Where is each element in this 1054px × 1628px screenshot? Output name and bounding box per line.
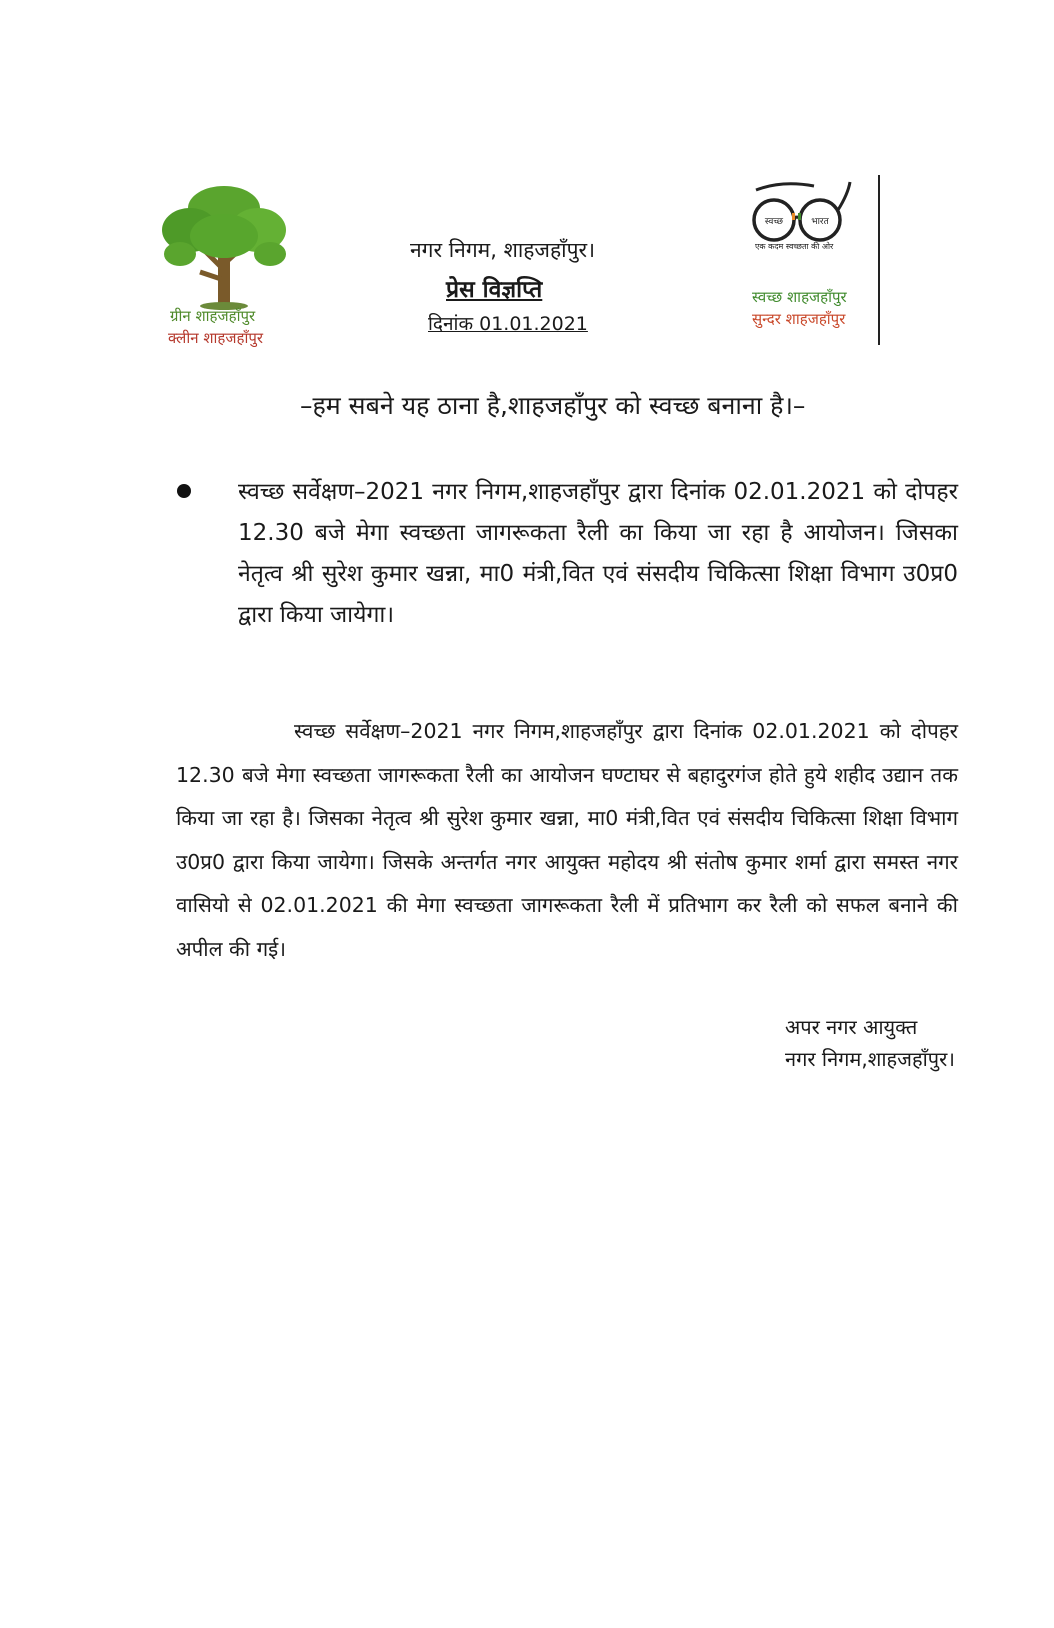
body-paragraph: स्वच्छ सर्वेक्षण–2021 नगर निगम,शाहजहाँपुर द्वारा दिनांक 02.01.2021 को दोपहर 12.30 बजे मेगा स्वच्छता जागरूकता रैली का आयोजन घण्टाघर से बहादुरगंज होते हुये शहीद उद्यान तक किया जा रहा है। जिसका नेतृत्व श्री सुरेश कुमार खन्ना, मा0 मंत्री,वित एवं संसदीय चिकित्सा शिक्षा विभाग उ0प्र0 द्वारा किया जायेगा। जिसके अन्तर्गत नगर आयुक्त महोदय श्री संतोष कुमार शर्मा द्वारा समस्त नगर वासियो से 02.01.2021 की मेगा स्वच्छता जागरूकता रैली में प्रतिभाग कर रैली को सफल बनाने की अपील की गई। xyxy=(176,719,958,961)
release-date: दिनांक 01.01.2021 xyxy=(428,313,588,335)
slogan: –हम सबने यह ठाना है,शाहजहाँपुर को स्वच्छ बनाना है।– xyxy=(300,391,806,420)
green-shahjahanpur-caption: ग्रीन शाहजहाँपुर xyxy=(170,307,256,325)
signature-designation: अपर नगर आयुक्त xyxy=(785,1015,918,1039)
lens-left-label: स्वच्छ xyxy=(764,217,784,227)
press-release-title: प्रेस विज्ञप्ति xyxy=(446,277,543,303)
swachh-shahjahanpur-caption: स्वच्छ शाहजहाँपुर xyxy=(752,288,847,306)
signature-office: नगर निगम,शाहजहाँपुर। xyxy=(785,1047,955,1071)
bullet-marker xyxy=(177,484,191,498)
bullet-summary: स्वच्छ सर्वेक्षण–2021 नगर निगम,शाहजहाँपुर द्वारा दिनांक 02.01.2021 को दोपहर 12.30 बजे मेगा स्वच्छता जागरूकता रैली का किया जा रहा है आयोजन। जिसका नेतृत्व श्री सुरेश कुमार खन्ना, मा0 मंत्री,वित एवं संसदीय चिकित्सा शिक्षा विभाग उ0प्र0 द्वारा किया जायेगा। xyxy=(238,479,958,628)
clean-shahjahanpur-caption: क्लीन शाहजहाँपुर xyxy=(168,329,264,347)
sundar-shahjahanpur-caption: सुन्दर शाहजहाँपुर xyxy=(752,310,846,328)
org-name: नगर निगम, शाहजहाँपुर। xyxy=(410,238,596,262)
lens-right-label: भारत xyxy=(811,217,829,227)
swachh-tagline: एक कदम स्वच्छता की ओर xyxy=(755,242,834,251)
header-divider xyxy=(878,175,880,345)
